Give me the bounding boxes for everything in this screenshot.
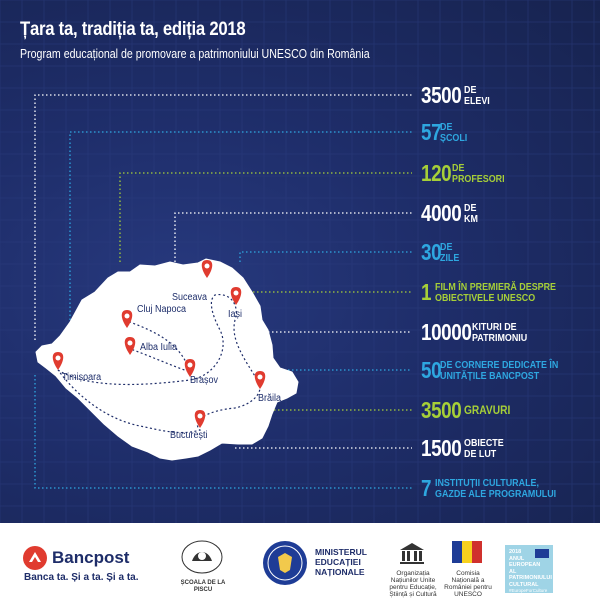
- stat-label: KITURI DE PATRIMONIU: [472, 320, 528, 344]
- school-logo-icon: [178, 539, 226, 577]
- stat-label: DE ȘCOLI: [439, 120, 467, 144]
- stat-number: 120: [421, 160, 452, 186]
- stat-number: 3500: [421, 82, 462, 108]
- stat-number: 57: [421, 119, 442, 145]
- stat-number: 7: [421, 475, 432, 501]
- bancpost-name: Bancpost: [52, 548, 130, 567]
- stat-number: 4000: [421, 200, 462, 226]
- stat-label: DE PROFESORI: [451, 161, 505, 185]
- stat-cornere: [421, 359, 579, 382]
- stat-number: 1: [421, 279, 432, 305]
- city-label-timisoara: Timișoara: [62, 372, 102, 383]
- stat-number: 10000: [421, 319, 472, 345]
- city-label-iasi: Iași: [228, 309, 243, 320]
- stat-label: GRAVURI: [464, 403, 511, 417]
- stat-label: OBIECTE DE LUT: [464, 436, 504, 460]
- city-label-bucuresti: București: [170, 430, 208, 441]
- unesco-temple-icon: [397, 541, 427, 565]
- stat-profesori: [421, 162, 514, 185]
- stat-label: DE CORNERE DEDICATE ÎN UNITĂȚILE BANCPOST: [439, 358, 558, 382]
- connector-zile: [240, 252, 412, 262]
- city-label-suceava: Suceava: [172, 292, 208, 303]
- city-label-braila: Brăila: [258, 393, 282, 404]
- romania-map: [36, 259, 298, 460]
- stat-number: 3500: [421, 397, 462, 423]
- stat-scoli: [421, 121, 472, 144]
- stat-label: INSTITUȚII CULTURALE, GAZDE ALE PROGRAMULUI: [435, 476, 557, 500]
- cnr-unesco-caption: Comisia Națională a României pentru UNESCO: [444, 570, 492, 598]
- stat-gravuri: [421, 399, 519, 422]
- city-label-alba-iulia: Alba Iulia: [140, 342, 178, 353]
- city-label-brasov: Brașov: [190, 375, 219, 386]
- stat-lut: [421, 437, 511, 460]
- stat-label: DE ELEVI: [464, 83, 490, 107]
- romania-flag-icon: [452, 541, 482, 563]
- city-label-cluj: Cluj Napoca: [137, 304, 187, 315]
- bancpost-tagline: Banca ta. Și a ta. Și a ta.: [24, 572, 139, 583]
- stat-elevi: [421, 84, 495, 107]
- stat-film: [421, 281, 578, 304]
- unesco-caption: Organizația Națiunilor Unite pentru Educație, Știință și Cultură: [389, 570, 437, 598]
- school-name: ȘCOALA DE LA PISCU: [180, 580, 226, 593]
- connector-km: [175, 213, 412, 262]
- stat-number: 50: [421, 357, 442, 383]
- bancpost-logo-icon: [22, 545, 48, 571]
- stat-number: 1500: [421, 435, 462, 461]
- stat-label: DE KM: [464, 201, 479, 225]
- eu-heritage-badge: [505, 545, 553, 593]
- stat-kituri: [421, 321, 537, 344]
- connector-profesori: [120, 173, 412, 262]
- government-seal-icon: [262, 540, 308, 586]
- stat-zile: [421, 241, 462, 264]
- page-subtitle: Program educațional de promovare a patrimoniului UNESCO din România: [20, 47, 370, 61]
- page-title: Țara ta, tradiția ta, ediția 2018: [20, 19, 246, 40]
- stat-number: 30: [421, 239, 442, 265]
- stat-institutii: [421, 477, 578, 500]
- stat-label: FILM ÎN PREMIERĂ DESPRE OBIECTIVELE UNESCO: [435, 280, 557, 304]
- eu-badge-text: 2018 ANUL EUROPEAN AL PATRIMONIULUI CULTURAL #EuropeForCulture: [509, 549, 552, 593]
- stat-km: [421, 202, 481, 225]
- stat-label: DE ZILE: [439, 240, 459, 264]
- ministry-name: MINISTERUL EDUCAȚIEI NAȚIONALE: [315, 547, 367, 577]
